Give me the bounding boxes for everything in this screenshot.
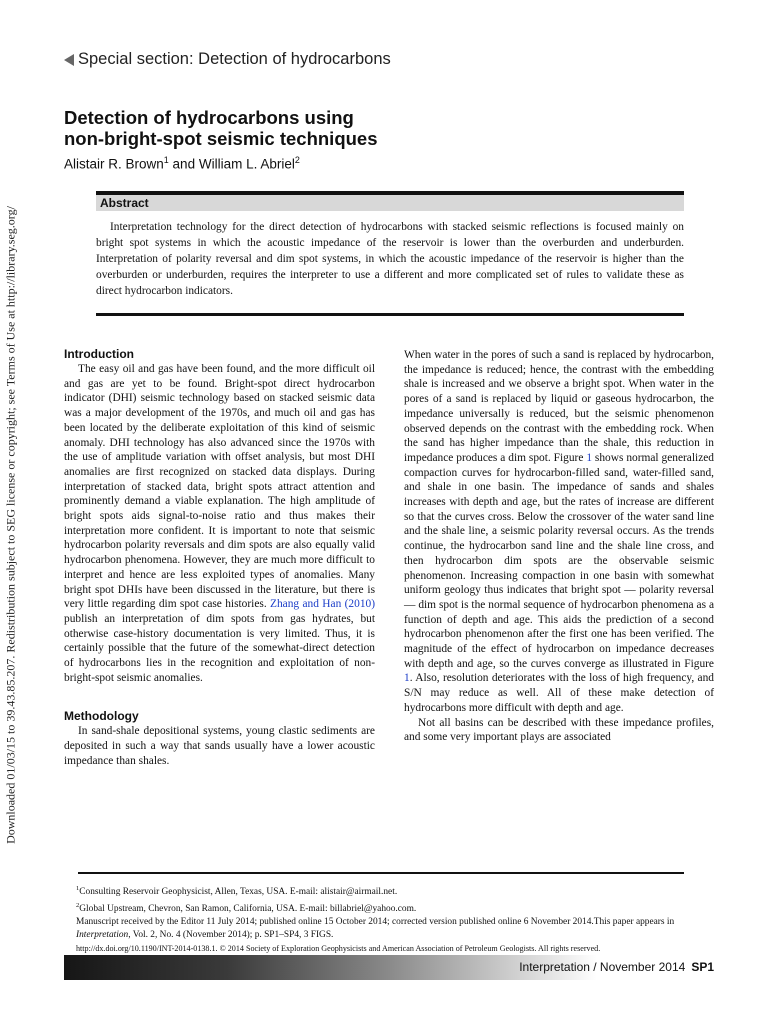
footnote-1 bbox=[76, 882, 714, 899]
page-footer bbox=[519, 960, 714, 974]
right-text-part-3: . Also, resolution deteriorates with the loss of high frequency, and S/N may reduce as well. All of these make detection of hydrocarbons more difficult with depth and age. bbox=[404, 672, 714, 714]
footnote-2-marker: 2 bbox=[76, 902, 80, 910]
footnote-1-text: Consulting Reservoir Geophysicist, Allen, Texas, USA. E-mail: alistair@airmail.net. bbox=[79, 887, 398, 898]
abstract-heading: Abstract bbox=[96, 195, 684, 211]
methodology-heading: Methodology bbox=[64, 709, 139, 724]
intro-text-part-2: publish an interpretation of dim spots from gas hydrates, but otherwise case-history documentation is very limited. Thus, it is certainly possible that the future of the somewhat-direct detection of hydrocarbons lies in the recognition and exploitation of non-bright-spot seismic anomalies. bbox=[64, 612, 375, 684]
figure-link-1[interactable]: 1 bbox=[586, 451, 593, 464]
download-notice bbox=[2, 160, 20, 890]
author-list bbox=[64, 155, 300, 172]
section-label[interactable] bbox=[64, 50, 391, 69]
right-paragraph-1 bbox=[404, 348, 714, 716]
abstract-bottom-rule bbox=[96, 313, 684, 316]
footer-journal-issue: Interpretation / November 2014 bbox=[519, 960, 686, 974]
author-conjunction: and bbox=[168, 156, 199, 172]
left-column bbox=[64, 347, 375, 769]
author-1-affiliation: 1 bbox=[163, 155, 169, 165]
manuscript-note bbox=[76, 916, 714, 942]
download-notice-text: Downloaded 01/03/15 to 39.43.85.207. Redistribution subject to SEG license or copyright; see Terms of Use at http://library.seg.org/ bbox=[3, 206, 18, 844]
right-text-part-2: shows normal generalized compaction curves for hydrocarbon-filled sand, water-filled sand, and shale in one basin. The impedance of sands and shales increases with depth and age, but the rates of increase are different so that the curves cross. Below the crossover of the water sand line and the shale line, a seismic polarity reversal occurs. As the trends continue, the hydrocarbon sand line and the shale line cross, and then hydrocarbon dim spots are the observable seismic phenomenon. Increasing compaction in one basin with somewhat uniform geology thus indicates that bright spot — polarity reversal — dim spot is the normal sequence of hydrocarbon phenomena as a function of depth and age. This aids the prediction of a second hydrocarbon phenomenon after the first one has been verified. The magnitude of the effect of hydrocarbon on impedance decreases with depth and age, so the curves converge as illustrated in Figure bbox=[404, 451, 715, 670]
section-spacer bbox=[64, 685, 375, 709]
section-label-text: Special section: Detection of hydrocarbons bbox=[78, 50, 391, 68]
right-column bbox=[404, 348, 714, 745]
methodology-paragraph: In sand-shale depositional systems, young clastic sediments are deposited in such a way that sands usually have a lower acoustic impedance than shales. bbox=[64, 725, 375, 767]
footnote-2-text: Global Upstream, Chevron, San Ramon, California, USA. E-mail: billabriel@yahoo.com. bbox=[79, 904, 417, 915]
journal-name: Interpretation bbox=[76, 930, 129, 941]
footnote-rule bbox=[78, 872, 684, 874]
author-2-affiliation: 2 bbox=[294, 155, 300, 165]
author-1: Alistair R. Brown bbox=[64, 156, 164, 172]
manuscript-text-2: , Vol. 2, No. 4 (November 2014); p. SP1–SP4, 3 FIGS. bbox=[128, 930, 334, 941]
intro-text-part-1: The easy oil and gas have been found, and the more difficult oil and gas are yet to be found. Bright-spot direct hydrocarbon indicator (DHI) seismic technology based on stacked seismic data was a major development of the 1970s, and much oil and gas has been located by the deliberate exploitation of this kind of seismic anomaly. DHI technology has also advanced since the 1970s with the use of amplitude variation with offset analysis, but most DHI anomalies are first recognized on stacked data displays. During interpretation of stacked data, bright spots attract attention and prominently demand a viable explanation. The high amplitude of bright spots aids signal-to-noise ratio and thus makes their interpretation more confident. It is important to note that seismic hydrocarbon polarity reversals and dim spots are also equally valid hydrocarbon phenomena. However, they are much more difficult to interpret and hence are less exploited types of anomalies. Many bright spot DHIs have been discussed in the literature, but there is very little regarding dim spot case histories. bbox=[64, 363, 375, 611]
manuscript-text-1: Manuscript received by the Editor 11 July 2014; published online 15 October 2014; corrected version published online 6 November 2014.This paper appears in bbox=[76, 917, 675, 928]
figure-link-2[interactable]: 1 bbox=[404, 672, 410, 685]
introduction-paragraph bbox=[64, 362, 375, 685]
right-paragraph-2: Not all basins can be described with these impedance profiles, and some very important plays are associated bbox=[404, 716, 714, 744]
title-line-1: Detection of hydrocarbons using bbox=[64, 107, 354, 128]
introduction-heading: Introduction bbox=[64, 347, 134, 361]
author-2: William L. Abriel bbox=[198, 156, 295, 172]
right-text-part-1: When water in the pores of such a sand is replaced by hydrocarbon, the impedance is reduced; hence, the contrast with the embedding shale is increased and we observe a bright spot. When water in the pores of a sand is replaced by liquid or gaseous hydrocarbon, the impedance universally is reduced, but the seismic phenomenon observed depends on the contrast with the embedding rock. When the sand has higher impedance than the shale, this reduction in impedance produces a dim spot. Figure bbox=[404, 349, 714, 464]
footnote-2 bbox=[76, 899, 714, 916]
title-line-2: non-bright-spot seismic techniques bbox=[64, 128, 378, 149]
back-triangle-icon bbox=[64, 54, 74, 66]
citation-link[interactable]: Zhang and Han (2010) bbox=[270, 598, 375, 611]
doi-line[interactable]: http://dx.doi.org/10.1190/INT-2014-0138.1. © 2014 Society of Exploration Geophysicists and American Association of Petroleum Geologists. All rights reserved. bbox=[76, 944, 601, 954]
abstract-text: Interpretation technology for the direct detection of hydrocarbons with stacked seismic reflections is focused mainly on bright spot systems in which the acoustic impedance of the reservoir is lower than the overburden and underburden. Interpretation of polarity reversal and dim spot systems, in which the acoustic impedance of the reservoir is higher than the overburden or underburden, requires the interpreter to use a different and more complicated set of rules to validate these as direct hydrocarbon indicators. bbox=[96, 221, 684, 297]
page-number: SP1 bbox=[691, 960, 714, 974]
footnotes bbox=[76, 882, 714, 955]
footnote-1-marker: 1 bbox=[76, 885, 80, 892]
article-title bbox=[64, 107, 664, 149]
